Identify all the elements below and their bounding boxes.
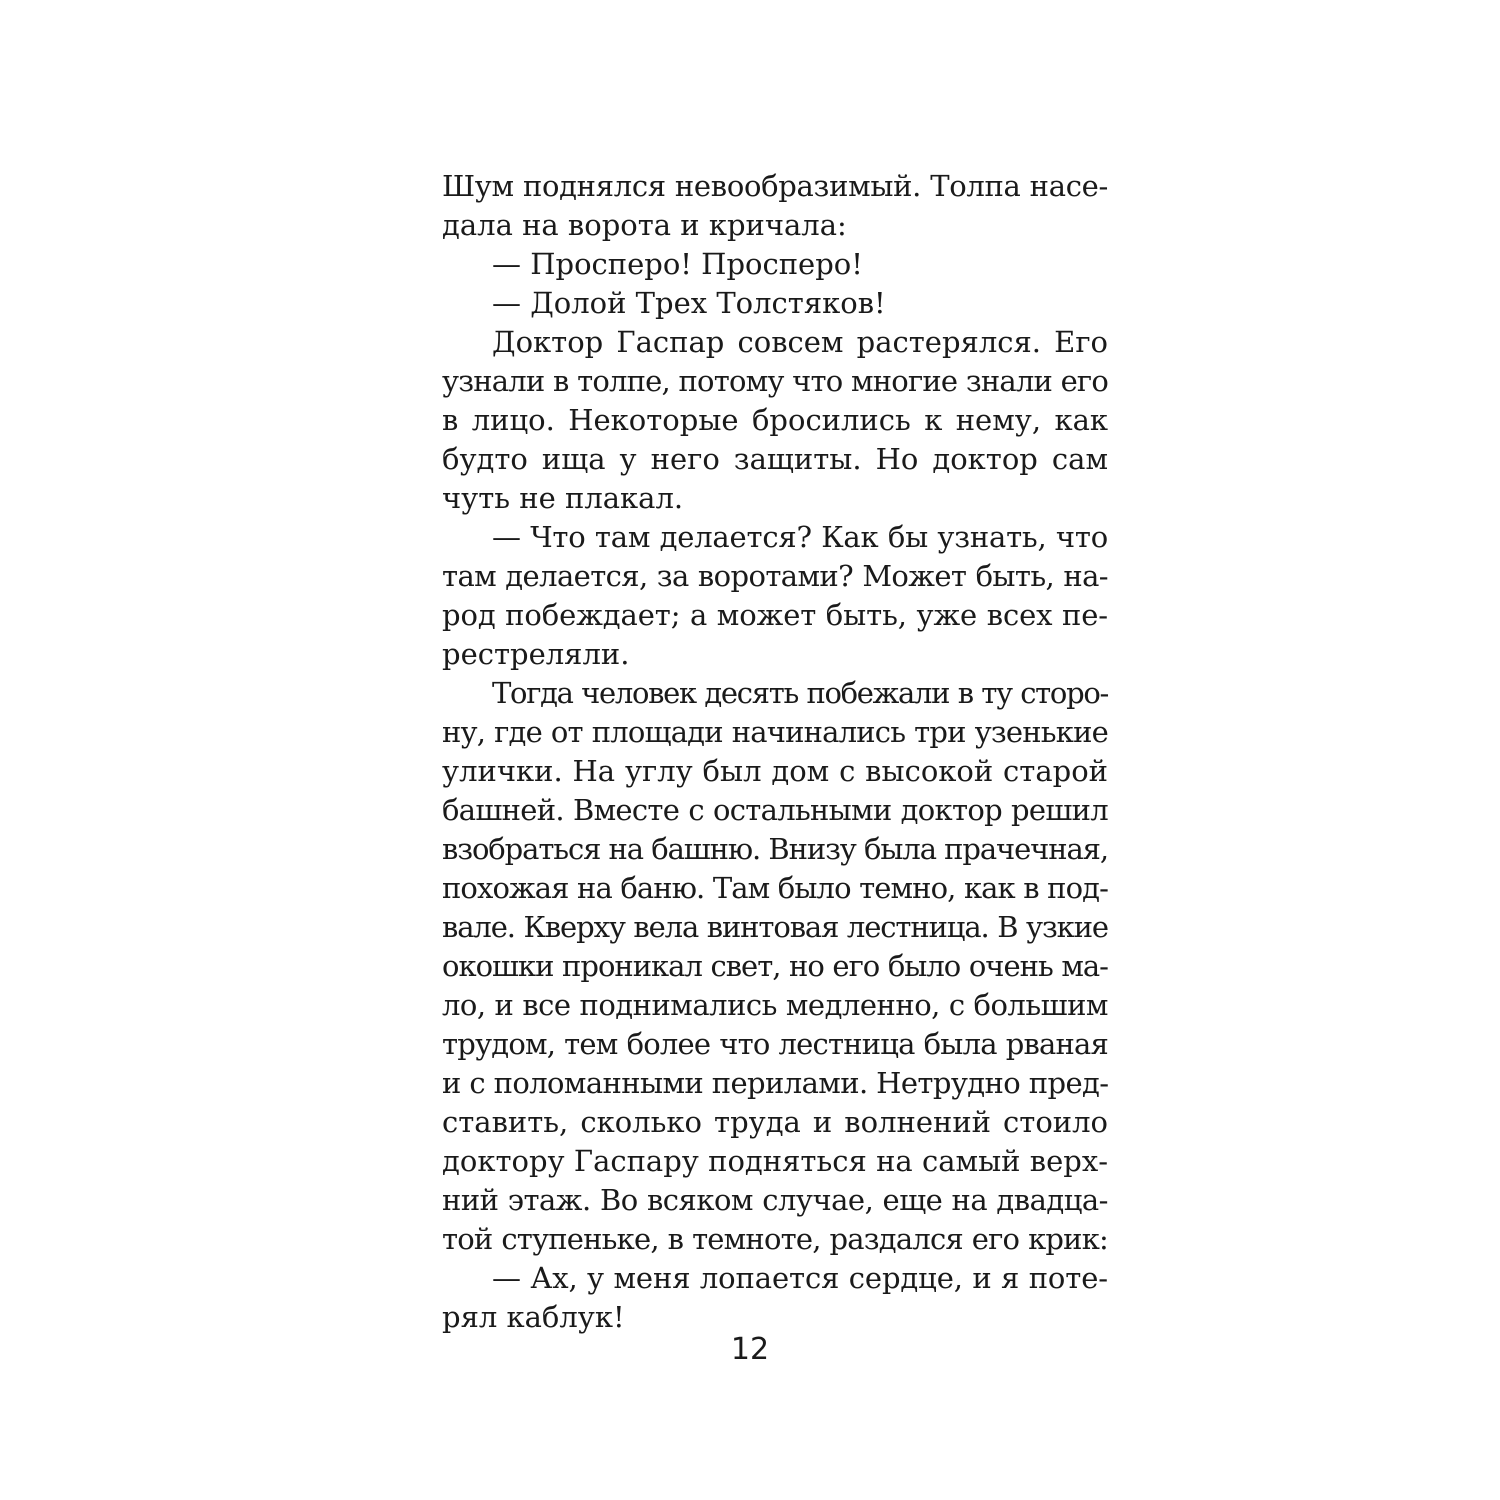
text-line: дала на ворота и кричала: xyxy=(442,208,847,242)
text-line: трудом, тем более что лестница была рваная xyxy=(442,1027,1108,1061)
text-line: ний этаж. Во всяком случае, еще на двадца- xyxy=(442,1183,1108,1217)
text-line: Тогда человек десять побежали в ту сторо- xyxy=(492,676,1108,710)
text-line: ну, где от площади начинались три узенькие xyxy=(442,715,1108,749)
text-line: доктору Гаспару подняться на самый верх- xyxy=(442,1144,1108,1178)
text-line: — Долой Трех Толстяков! xyxy=(492,286,886,320)
body-text xyxy=(442,167,1108,1337)
text-line: узнали в толпе, потому что многие знали его xyxy=(442,364,1108,398)
text-line: похожая на баню. Там было темно, как в под- xyxy=(442,871,1108,905)
text-line: рестреляли. xyxy=(442,637,630,671)
text-line: род побеждает; а может быть, уже всех пе- xyxy=(442,598,1108,632)
text-line: Шум поднялся невообразимый. Толпа насе- xyxy=(442,169,1108,203)
text-line: чуть не плакал. xyxy=(442,481,684,515)
text-line: окошки проникал свет, но его было очень ма- xyxy=(442,949,1108,983)
text-line: в лицо. Некоторые бросились к нему, как xyxy=(442,403,1108,437)
text-line: ставить, сколько труда и волнений стоило xyxy=(442,1105,1108,1139)
text-line: ло, и все поднимались медленно, с большим xyxy=(442,988,1108,1022)
text-line: той ступеньке, в темноте, раздался его крик: xyxy=(442,1222,1108,1256)
text-line: Доктор Гаспар совсем растерялся. Его xyxy=(492,325,1108,359)
text-line: вале. Кверху вела винтовая лестница. В узкие xyxy=(442,910,1108,944)
text-line: — Что там делается? Как бы узнать, что xyxy=(492,520,1108,554)
page-number: 12 xyxy=(730,1332,770,1367)
text-line: — Ах, у меня лопается сердце, и я поте- xyxy=(492,1261,1108,1295)
text-line: башней. Вместе с остальными доктор решил xyxy=(442,793,1108,827)
text-line: будто ища у него защиты. Но доктор сам xyxy=(442,442,1108,476)
text-line: там делается, за воротами? Может быть, на- xyxy=(442,559,1108,593)
text-line: — Просперо! Просперо! xyxy=(492,247,863,281)
text-line: взобраться на башню. Внизу была прачечная, xyxy=(442,832,1108,866)
text-line: улички. На углу был дом с высокой старой xyxy=(442,754,1108,788)
text-line: и с поломанными перилами. Нетрудно пред- xyxy=(442,1066,1109,1100)
text-line: рял каблук! xyxy=(442,1300,625,1334)
